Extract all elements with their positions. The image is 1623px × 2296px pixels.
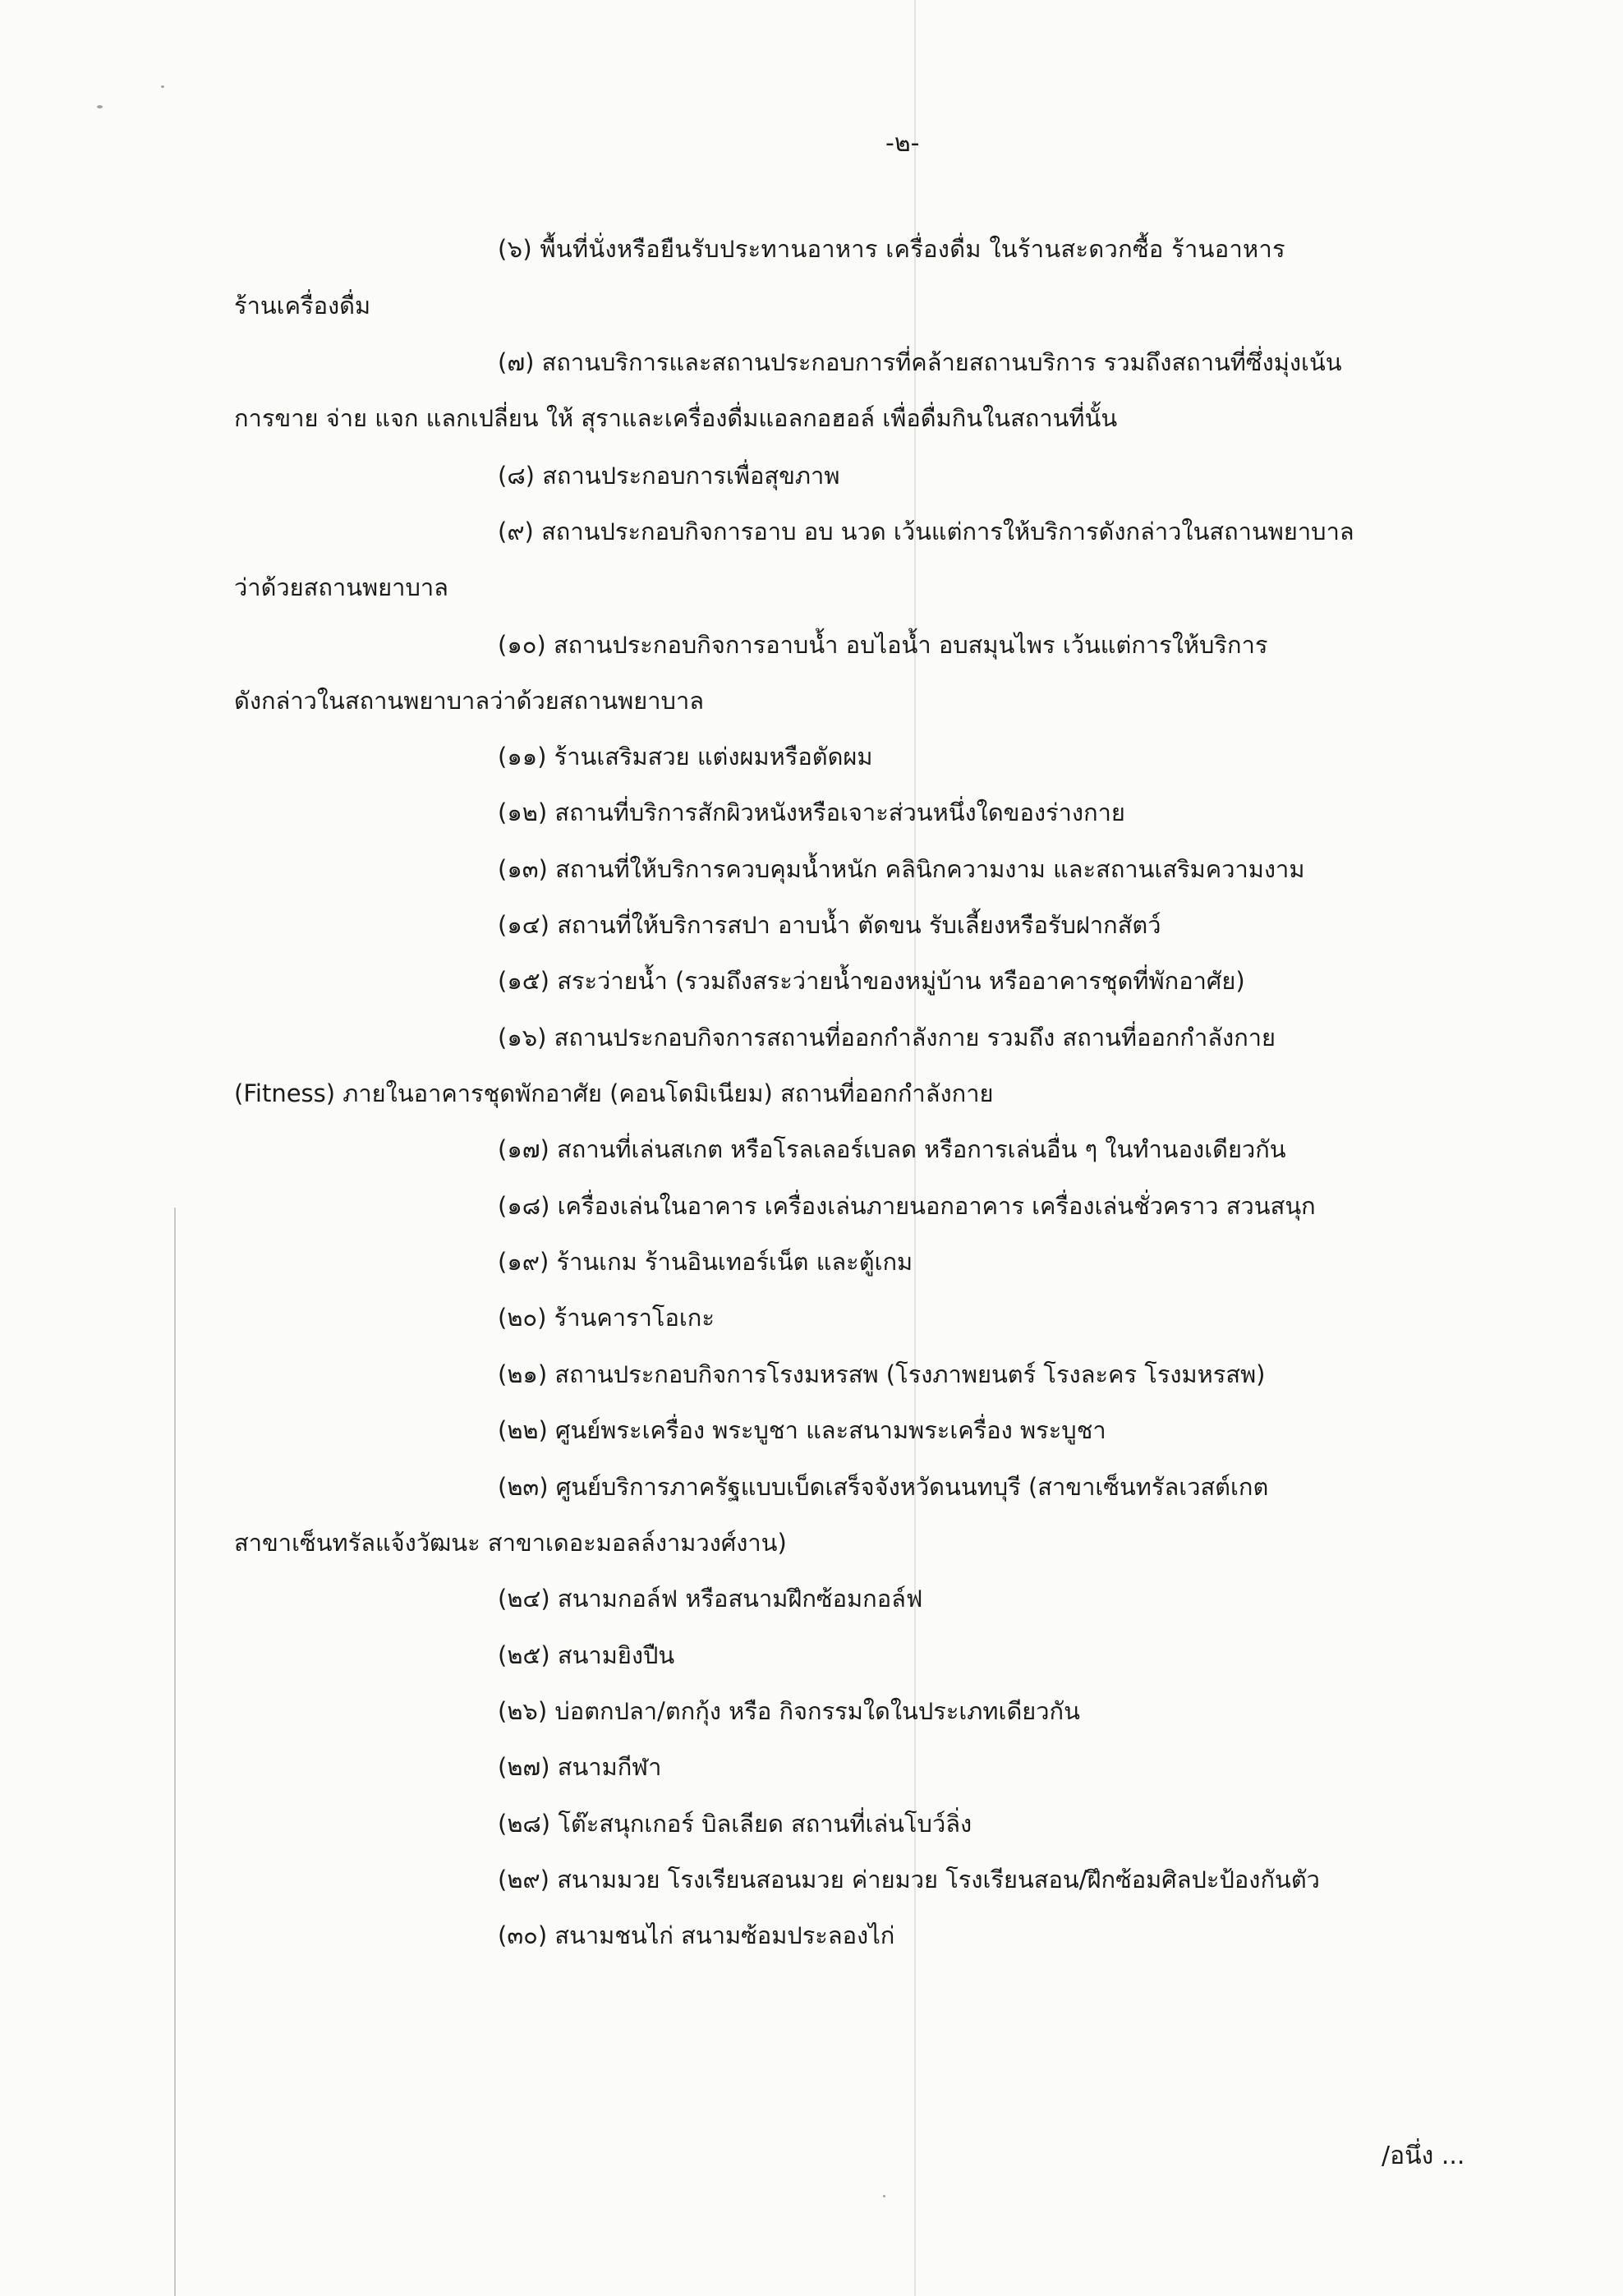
list-item-first-line: (๑๓) สถานที่ให้บริการควบคุมน้ำหนัก คลินิกความงาม และสถานเสริมความงาม	[498, 855, 1305, 883]
page-number: -๒-	[885, 129, 920, 158]
scan-speck	[883, 2195, 885, 2197]
list-item-first-line: (๑๙) ร้านเกม ร้านอินเทอร์เน็ต และตู้เกม	[498, 1248, 913, 1276]
list-item-first-line: (๘) สถานประกอบการเพื่อสุขภาพ	[498, 462, 840, 490]
list-item-first-line: (๒๓) ศูนย์บริการภาครัฐแบบเบ็ดเสร็จจังหวัดนนทบุรี (สาขาเซ็นทรัลเวสต์เกต	[498, 1473, 1269, 1501]
list-item-first-line: (๒๕) สนามยิงปืน	[498, 1641, 675, 1669]
list-item-first-line: (๒๘) โต๊ะสนุกเกอร์ บิลเลียด สถานที่เล่นโบว์ลิ่ง	[498, 1810, 972, 1838]
list-item-first-line: (๑๗) สถานที่เล่นสเกต หรือโรลเลอร์เบลด หรือการเล่นอื่น ๆ ในทำนองเดียวกัน	[498, 1135, 1286, 1163]
list-item-first-line: (๑๐) สถานประกอบกิจการอาบน้ำ อบไอน้ำ อบสมุนไพร เว้นแต่การให้บริการ	[498, 631, 1268, 659]
list-item-continuation: สาขาเซ็นทรัลแจ้งวัฒนะ สาขาเดอะมอลล์งามวงศ์งาน)	[234, 1529, 787, 1557]
list-item-first-line: (๑๕) สระว่ายน้ำ (รวมถึงสระว่ายน้ำของหมู่บ้าน หรืออาคารชุดที่พักอาศัย)	[498, 967, 1245, 995]
list-item-first-line: (๑๔) สถานที่ให้บริการสปา อาบน้ำ ตัดขน รับเลี้ยงหรือรับฝากสัตว์	[498, 911, 1161, 939]
list-item-first-line: (๒๒) ศูนย์พระเครื่อง พระบูชา และสนามพระเครื่อง พระบูชา	[498, 1416, 1106, 1444]
list-item-first-line: (๗) สถานบริการและสถานประกอบการที่คล้ายสถานบริการ รวมถึงสถานที่ซึ่งมุ่งเน้น	[498, 348, 1342, 376]
list-item-continuation: ร้านเครื่องดื่ม	[234, 292, 371, 320]
scan-edge-shadow	[174, 1208, 176, 2296]
scan-speck	[161, 85, 164, 88]
list-item-first-line: (๑๒) สถานที่บริการสักผิวหนังหรือเจาะส่วนหนึ่งใดของร่างกาย	[498, 798, 1125, 826]
list-item-continuation: (Fitness) ภายในอาคารชุดพักอาศัย (คอนโดมิเนียม) สถานที่ออกกำลังกาย	[234, 1079, 994, 1107]
list-item-first-line: (๑๖) สถานประกอบกิจการสถานที่ออกกำลังกาย รวมถึง สถานที่ออกกำลังกาย	[498, 1024, 1276, 1051]
list-item-first-line: (๒๗) สนามกีฬา	[498, 1753, 662, 1781]
list-item-first-line: (๙) สถานประกอบกิจการอาบ อบ นวด เว้นแต่การให้บริการดังกล่าวในสถานพยาบาล	[498, 518, 1354, 545]
list-item-first-line: (๒๑) สถานประกอบกิจการโรงมหรสพ (โรงภาพยนตร์ โรงละคร โรงมหรสพ)	[498, 1360, 1266, 1388]
list-item-first-line: (๖) พื้นที่นั่งหรือยืนรับประทานอาหาร เครื่องดื่ม ในร้านสะดวกซื้อ ร้านอาหาร	[498, 235, 1285, 263]
list-item-continuation: การขาย จ่าย แจก แลกเปลี่ยน ให้ สุราและเครื่องดื่มแอลกอฮอล์ เพื่อดื่มกินในสถานที่นั้น	[234, 404, 1118, 432]
list-item-first-line: (๒๔) สนามกอล์ฟ หรือสนามฝึกซ้อมกอล์ฟ	[498, 1585, 923, 1613]
list-item-continuation: ว่าด้วยสถานพยาบาล	[234, 573, 448, 601]
list-item-first-line: (๑๑) ร้านเสริมสวย แต่งผมหรือตัดผม	[498, 743, 873, 771]
list-item-first-line: (๓๐) สนามชนไก่ สนามซ้อมประลองไก่	[498, 1921, 895, 1949]
list-item-first-line: (๑๘) เครื่องเล่นในอาคาร เครื่องเล่นภายนอกอาคาร เครื่องเล่นชั่วคราว สวนสนุก	[498, 1192, 1316, 1220]
scan-speck	[97, 105, 103, 108]
list-item-continuation: ดังกล่าวในสถานพยาบาลว่าด้วยสถานพยาบาล	[234, 687, 704, 715]
list-item-first-line: (๒๐) ร้านคาราโอเกะ	[498, 1304, 715, 1332]
list-item-first-line: (๒๖) บ่อตกปลา/ตกกุ้ง หรือ กิจกรรมใดในประเภทเดียวกัน	[498, 1697, 1080, 1725]
continuation-marker: /อนึ่ง ...	[1382, 2142, 1465, 2170]
list-item-first-line: (๒๙) สนามมวย โรงเรียนสอนมวย ค่ายมวย โรงเรียนสอน/ฝึกซ้อมศิลปะป้องกันตัว	[498, 1866, 1320, 1893]
